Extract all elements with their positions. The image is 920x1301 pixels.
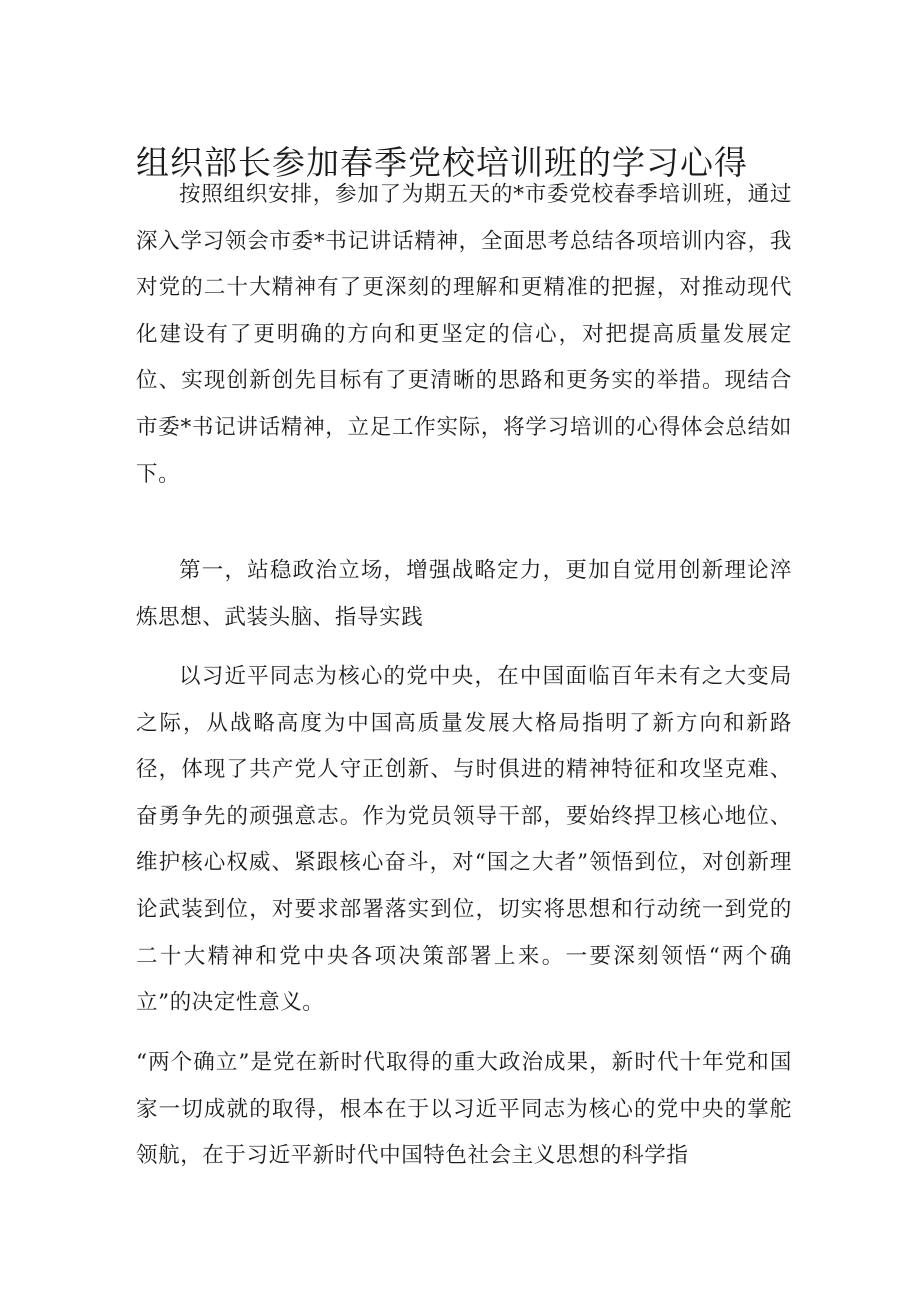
paragraph-intro: 按照组织安排，参加了为期五天的*市委党校春季培训班，通过深入学习领会市委*书记讲话精神，全面思考总结各项培训内容，我对党的二十大精神有了更深刻的理解和更精准的把握，对推动现代化建设有了更明确的方向和更坚定的信心，对把提高质量发展定位、实现创新创先目标有了更清晰的思路和更务实的举措。现结合市委*书记讲话精神，立足工作实际，将学习培训的心得体会总结如下。 — [136, 182, 792, 487]
document-title: 组织部长参加春季党校培训班的学习心得 — [136, 143, 748, 182]
paragraph-two-establishments: “两个确立”是党在新时代取得的重大政治成果，新时代十年党和国家一切成就的取得，根本在于以习近平同志为核心的党中央的掌舵领航，在于习近平新时代中国特色社会主义思想的科学指 — [136, 1050, 792, 1169]
paragraph-body: 以习近平同志为核心的党中央，在中国面临百年未有之大变局之际，从战略高度为中国高质量发展大格局指明了新方向和新路径，体现了共产党人守正创新、与时俱进的精神特征和攻坚克难、奋勇争先的顽强意志。作为党员领导干部，要始终捍卫核心地位、维护核心权威、紧跟核心奋斗，对“国之大者”领悟到位，对创新理论武装到位，对要求部署落实到位，切实将思想和行动统一到党的二十大精神和党中央各项决策部署上来。一要深刻领悟“两个确立”的决定性意义。 — [136, 664, 792, 1016]
section-heading-first: 第一，站稳政治立场，增强战略定力，更加自觉用创新理论淬炼思想、武装头脑、指导实践 — [136, 558, 792, 630]
